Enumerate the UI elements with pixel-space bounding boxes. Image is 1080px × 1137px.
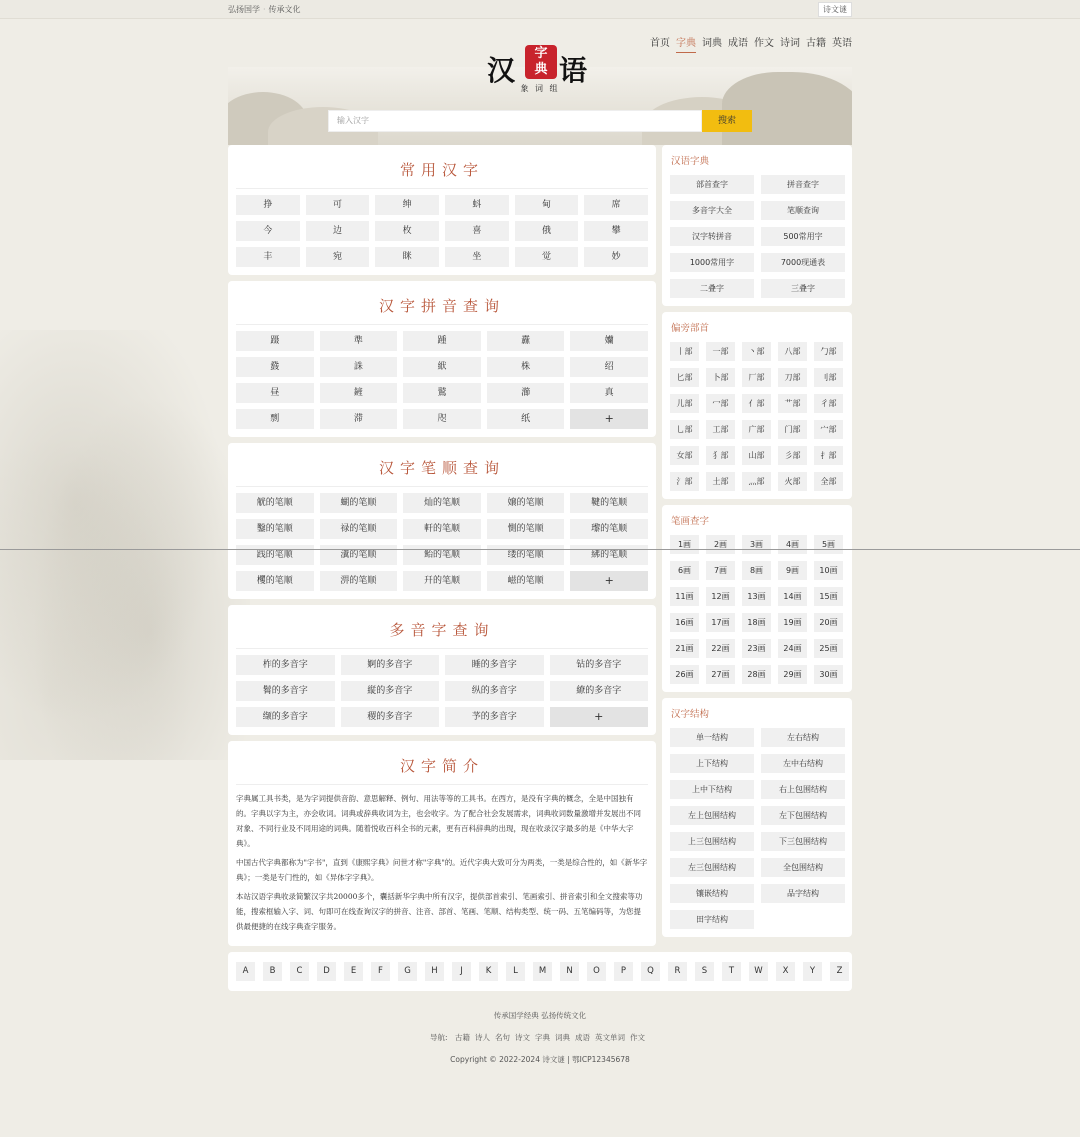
stroke-count-item[interactable]: 13画: [742, 587, 771, 606]
stroke-order-item[interactable]: 禄的笔顺: [320, 519, 398, 539]
intro-paragraph-3: 本站汉语字典收录简繁汉字共20000多个，囊括新华字典中所有汉字，提供部首索引、笔画索引、拼音索引和全文搜索等功能，搜索框输入字、词、句即可在线查询汉字的拼音、注音、部首、笔画、笔顺、结构类型、统一码、五笔编码等，为您提供最便捷的在线字典查字服务。: [236, 892, 643, 931]
alphabet-letter[interactable]: K: [479, 962, 498, 981]
stroke-count-item[interactable]: 29画: [778, 665, 807, 684]
structure-item[interactable]: 左中右结构: [761, 754, 845, 773]
top-slogan-b: 传承文化: [268, 5, 301, 14]
stroke-order-item[interactable]: 瀵的笔顺: [320, 545, 398, 565]
more-button[interactable]: +: [570, 571, 648, 591]
radical-item[interactable]: 儿部: [670, 394, 699, 413]
alphabet-letter[interactable]: Q: [641, 962, 660, 981]
polyphone-item[interactable]: 縦的多音字: [341, 681, 440, 701]
sidebar-strokes-title: 笔画查字: [671, 516, 710, 527]
nav-item[interactable]: 首页: [650, 38, 670, 49]
footer-copyright: Copyright © 2022-2024 诗文谜 | 鄂ICP12345678: [450, 1055, 630, 1064]
pinyin-item[interactable]: 昼: [236, 383, 314, 403]
polyphone-card: [228, 605, 656, 735]
nav-item[interactable]: 字典: [676, 34, 696, 53]
common-chars-title: 常用汉字: [236, 153, 648, 189]
stroke-count-item[interactable]: 27画: [706, 665, 735, 684]
char-item[interactable]: 俄: [515, 221, 579, 241]
footer-nav: [0, 1027, 1080, 1049]
pinyin-item[interactable]: 鼗: [236, 357, 314, 377]
char-item[interactable]: 挣: [236, 195, 300, 215]
stroke-order-item[interactable]: 瓈的笔顺: [570, 519, 648, 539]
radical-item[interactable]: 彳部: [814, 394, 843, 413]
stroke-order-item[interactable]: 鲐的笔顺: [403, 545, 481, 565]
stroke-count-item[interactable]: 25画: [814, 639, 843, 658]
footer-link[interactable]: 古籍: [454, 1033, 470, 1042]
radical-item[interactable]: 艹部: [778, 394, 807, 413]
radical-item[interactable]: 扌部: [814, 446, 843, 465]
stroke-count-item[interactable]: 14画: [778, 587, 807, 606]
pinyin-item[interactable]: 孏: [570, 331, 648, 351]
stroke-count-item[interactable]: 15画: [814, 587, 843, 606]
stroke-count-item[interactable]: 21画: [670, 639, 699, 658]
radical-item[interactable]: 丶部: [742, 342, 771, 361]
site-link-button[interactable]: 诗文谜: [818, 2, 852, 17]
stroke-order-item[interactable]: 嵫的笔顺: [487, 571, 565, 591]
char-item[interactable]: 喜: [445, 221, 509, 241]
radical-item[interactable]: 八部: [778, 342, 807, 361]
alphabet-letter[interactable]: B: [263, 962, 282, 981]
alphabet-letter[interactable]: P: [614, 962, 633, 981]
alphabet-letter[interactable]: D: [317, 962, 336, 981]
stroke-count-item[interactable]: 22画: [706, 639, 735, 658]
main-nav: [650, 34, 852, 53]
stroke-count-item[interactable]: 11画: [670, 587, 699, 606]
stroke-count-item[interactable]: 10画: [814, 561, 843, 580]
site-logo[interactable]: [485, 45, 595, 95]
stroke-order-grid: [236, 493, 648, 591]
right-sidebar: [662, 145, 852, 943]
pinyin-item[interactable]: 咫: [403, 409, 481, 429]
radical-item[interactable]: 土部: [706, 472, 735, 491]
char-item[interactable]: 妙: [584, 247, 648, 267]
divider-line: [0, 549, 1080, 550]
structure-item[interactable]: 上下结构: [670, 754, 754, 773]
footer-link[interactable]: 字典: [534, 1033, 550, 1042]
stroke-order-item[interactable]: 惻的笔顺: [487, 519, 565, 539]
radical-item[interactable]: 勹部: [814, 342, 843, 361]
alphabet-letter[interactable]: T: [722, 962, 741, 981]
logo-seal: [525, 45, 557, 79]
logo-seal-top: 字: [534, 46, 548, 61]
structure-item[interactable]: 镶嵌结构: [670, 884, 754, 903]
radical-item[interactable]: 匕部: [670, 368, 699, 387]
pinyin-item[interactable]: 誅: [320, 357, 398, 377]
alphabet-letter[interactable]: O: [587, 962, 606, 981]
common-chars-card: [228, 145, 656, 275]
stroke-count-item[interactable]: 1画: [670, 535, 699, 554]
char-item[interactable]: 宛: [306, 247, 370, 267]
polyphone-item[interactable]: 稷的多音字: [341, 707, 440, 727]
char-item[interactable]: 边: [306, 221, 370, 241]
char-item[interactable]: 绅: [375, 195, 439, 215]
sidebar-dictionary-title: 汉语字典: [671, 156, 710, 167]
stroke-count-item[interactable]: 17画: [706, 613, 735, 632]
sidebar-structure: [662, 698, 852, 937]
alphabet-letter[interactable]: N: [560, 962, 579, 981]
pinyin-item[interactable]: 鷲: [403, 383, 481, 403]
alphabet-letter[interactable]: R: [668, 962, 687, 981]
footer: [0, 1005, 1080, 1071]
stroke-order-item[interactable]: 軒的笔顺: [403, 519, 481, 539]
radical-item[interactable]: 卜部: [706, 368, 735, 387]
stroke-count-item[interactable]: 20画: [814, 613, 843, 632]
structure-item[interactable]: 下三包围结构: [761, 832, 845, 851]
stroke-order-item[interactable]: 鞬的笔顺: [570, 493, 648, 513]
pinyin-item[interactable]: 纛: [487, 331, 565, 351]
stroke-count-item[interactable]: 2画: [706, 535, 735, 554]
char-item[interactable]: 丰: [236, 247, 300, 267]
polyphone-item[interactable]: 柞的多音字: [236, 655, 335, 675]
char-item[interactable]: 今: [236, 221, 300, 241]
radical-item[interactable]: 火部: [778, 472, 807, 491]
char-item[interactable]: 坐: [445, 247, 509, 267]
sidebar-dictionary-item[interactable]: 二叠字: [670, 279, 754, 298]
header: [228, 19, 852, 145]
top-slogan: 弘扬国学 · 传承文化: [228, 5, 301, 14]
stroke-order-item[interactable]: 灿的笔顺: [403, 493, 481, 513]
alphabet-index: [228, 952, 852, 991]
sidebar-dictionary-item[interactable]: 部首查字: [670, 175, 754, 194]
alphabet-letter[interactable]: X: [776, 962, 795, 981]
common-chars-grid: [236, 195, 648, 267]
stroke-count-item[interactable]: 4画: [778, 535, 807, 554]
sidebar-radicals-grid: [670, 342, 844, 491]
polyphone-item[interactable]: 婀的多音字: [341, 655, 440, 675]
stroke-count-item[interactable]: 12画: [706, 587, 735, 606]
radical-item[interactable]: 刀部: [778, 368, 807, 387]
stroke-order-item[interactable]: 缕的笔顺: [487, 545, 565, 565]
sidebar-dictionary-grid: [670, 175, 844, 298]
radical-item[interactable]: 全部: [814, 472, 843, 491]
nav-item[interactable]: 古籍: [806, 38, 826, 49]
structure-item[interactable]: 品字结构: [761, 884, 845, 903]
sidebar-dictionary-item[interactable]: 多音字大全: [670, 201, 754, 220]
pinyin-item[interactable]: 鏟: [320, 383, 398, 403]
stroke-count-item[interactable]: 16画: [670, 613, 699, 632]
stroke-count-item[interactable]: 3画: [742, 535, 771, 554]
radical-item[interactable]: 氵部: [670, 472, 699, 491]
pinyin-item[interactable]: 踵: [403, 331, 481, 351]
sidebar-dictionary-item[interactable]: 三叠字: [761, 279, 845, 298]
structure-item[interactable]: 左上包围结构: [670, 806, 754, 825]
logo-char-3: 语: [559, 54, 588, 87]
footer-link[interactable]: 词典: [554, 1033, 570, 1042]
radical-item[interactable]: 一部: [706, 342, 735, 361]
search-input[interactable]: 输入汉字: [328, 110, 702, 132]
footer-link[interactable]: 英文单词: [594, 1033, 625, 1042]
search-button[interactable]: 搜索: [702, 110, 752, 132]
alphabet-letter[interactable]: Y: [803, 962, 822, 981]
pinyin-item[interactable]: 瀄: [487, 383, 565, 403]
polyphone-grid: [236, 655, 648, 727]
stroke-count-item[interactable]: 28画: [742, 665, 771, 684]
sidebar-structure-title: 汉字结构: [671, 709, 710, 720]
nav-item[interactable]: 诗词: [780, 38, 800, 49]
footer-link[interactable]: 诗人: [474, 1033, 490, 1042]
radical-item[interactable]: 广部: [742, 420, 771, 439]
more-button[interactable]: +: [550, 707, 649, 727]
stroke-count-item[interactable]: 30画: [814, 665, 843, 684]
more-button[interactable]: +: [570, 409, 648, 429]
polyphone-title: 多音字查询: [236, 613, 648, 649]
top-slogan-a: 弘扬国学: [228, 5, 260, 14]
sidebar-radicals: [662, 312, 852, 499]
radical-item[interactable]: 刂部: [814, 368, 843, 387]
radical-item[interactable]: 厂部: [742, 368, 771, 387]
alphabet-letter[interactable]: E: [344, 962, 363, 981]
radical-item[interactable]: 工部: [706, 420, 735, 439]
sidebar-dictionary-item[interactable]: 拼音查字: [761, 175, 845, 194]
stroke-order-item[interactable]: 践的笔顺: [236, 545, 314, 565]
stroke-count-item[interactable]: 19画: [778, 613, 807, 632]
polyphone-item[interactable]: 缬的多音字: [236, 707, 335, 727]
nav-item[interactable]: 英语: [832, 38, 852, 49]
polyphone-item[interactable]: 钻的多音字: [550, 655, 649, 675]
structure-item[interactable]: 右上包围结构: [761, 780, 845, 799]
radical-item[interactable]: 门部: [778, 420, 807, 439]
background-landscape-painting: [0, 330, 250, 760]
stroke-count-item[interactable]: 23画: [742, 639, 771, 658]
icp-link[interactable]: 鄂ICP12345678: [572, 1055, 630, 1064]
radical-item[interactable]: 犭部: [706, 446, 735, 465]
sidebar-dictionary-item[interactable]: 笔顺查询: [761, 201, 845, 220]
alphabet-letter[interactable]: W: [749, 962, 768, 981]
pinyin-title: 汉字拼音查询: [236, 289, 648, 325]
char-item[interactable]: 枚: [375, 221, 439, 241]
sidebar-dictionary-item[interactable]: 7000现通表: [761, 253, 845, 272]
stroke-order-card: [228, 443, 656, 599]
footer-link[interactable]: 名句: [494, 1033, 510, 1042]
stroke-count-item[interactable]: 7画: [706, 561, 735, 580]
alphabet-letter[interactable]: C: [290, 962, 309, 981]
alphabet-letter[interactable]: J: [452, 962, 471, 981]
pinyin-item[interactable]: 株: [487, 357, 565, 377]
radical-item[interactable]: 冖部: [706, 394, 735, 413]
sidebar-dictionary: [662, 145, 852, 306]
stroke-count-item[interactable]: 26画: [670, 665, 699, 684]
footer-nav-label: 导航:: [430, 1033, 448, 1042]
structure-item[interactable]: 单一结构: [670, 728, 754, 747]
char-item[interactable]: 觉: [515, 247, 579, 267]
structure-item[interactable]: 左三包围结构: [670, 858, 754, 877]
sidebar-strokes-grid: [670, 535, 844, 684]
logo-subtitle: 象 词 组: [520, 84, 560, 93]
alphabet-letter[interactable]: A: [236, 962, 255, 981]
alphabet-letter[interactable]: Z: [830, 962, 849, 981]
alphabet-letter[interactable]: M: [533, 962, 552, 981]
nav-item[interactable]: 词典: [702, 38, 722, 49]
char-item[interactable]: 甸: [515, 195, 579, 215]
stroke-order-item[interactable]: 淠的笔顺: [320, 571, 398, 591]
polyphone-item[interactable]: 纵的多音字: [445, 681, 544, 701]
stroke-count-item[interactable]: 18画: [742, 613, 771, 632]
structure-item[interactable]: 上三包围结构: [670, 832, 754, 851]
stroke-order-item[interactable]: 幵的笔顺: [403, 571, 481, 591]
sidebar-dictionary-item[interactable]: 1000常用字: [670, 253, 754, 272]
stroke-order-item[interactable]: 蝴的笔顺: [320, 493, 398, 513]
radical-item[interactable]: 宀部: [814, 420, 843, 439]
char-item[interactable]: 可: [306, 195, 370, 215]
stroke-count-item[interactable]: 9画: [778, 561, 807, 580]
pinyin-item[interactable]: 滞: [320, 409, 398, 429]
pinyin-grid: [236, 331, 648, 429]
intro-paragraph-1: 字典属工具书类，是为字词提供音韵、意思解释、例句、用法等等的工具书。在西方，是没有字典的概念，全是中国独有的。字典以字为主，亦会收词。词典或辞典收词为主，也会收字。为了配合社会发展需求，词典收词数量激增并发展出不同对象、不同行业及不同用途的词典。随着悦收百科全书的元素，更有百科辞典的出现，现在收录汉字最多的是《中华大字典》。: [236, 794, 641, 848]
stroke-order-item[interactable]: 嬢的笔顺: [487, 493, 565, 513]
alphabet-letter[interactable]: L: [506, 962, 525, 981]
intro-title: 汉字简介: [236, 749, 648, 785]
structure-item[interactable]: 上中下结构: [670, 780, 754, 799]
intro-card: [228, 741, 656, 946]
polyphone-item[interactable]: 繚的多音字: [550, 681, 649, 701]
stroke-order-item[interactable]: 鑿的笔顺: [236, 519, 314, 539]
sidebar-structure-grid: [670, 728, 844, 929]
copyright-text: Copyright © 2022-2024 诗文谜: [450, 1055, 565, 1064]
structure-item[interactable]: 左下包围结构: [761, 806, 845, 825]
footer-link[interactable]: 成语: [574, 1033, 590, 1042]
structure-item[interactable]: 田字结构: [670, 910, 754, 929]
top-bar: [0, 0, 1080, 19]
logo-seal-bottom: 典: [534, 62, 548, 77]
radical-item[interactable]: 山部: [742, 446, 771, 465]
char-item[interactable]: 席: [584, 195, 648, 215]
pinyin-item[interactable]: 準: [320, 331, 398, 351]
structure-item[interactable]: 全包围结构: [761, 858, 845, 877]
char-item[interactable]: 攀: [584, 221, 648, 241]
footer-link[interactable]: 作文: [629, 1033, 645, 1042]
stroke-order-item[interactable]: 觥的笔顺: [236, 493, 314, 513]
polyphone-item[interactable]: 鬌的多音字: [236, 681, 335, 701]
pinyin-item[interactable]: 纸: [487, 409, 565, 429]
radical-item[interactable]: 灬部: [742, 472, 771, 491]
char-item[interactable]: 眯: [375, 247, 439, 267]
sidebar-dictionary-item[interactable]: 汉字转拼音: [670, 227, 754, 246]
pinyin-item[interactable]: 蹑: [236, 331, 314, 351]
radical-item[interactable]: 乚部: [670, 420, 699, 439]
alphabet-letter[interactable]: S: [695, 962, 714, 981]
radical-item[interactable]: 女部: [670, 446, 699, 465]
pinyin-item[interactable]: 剽: [236, 409, 314, 429]
nav-item[interactable]: 作文: [754, 38, 774, 49]
nav-item[interactable]: 成语: [728, 38, 748, 49]
sidebar-dictionary-item[interactable]: 500常用字: [761, 227, 845, 246]
intro-paragraph-2: 中国古代字典都称为"字书"，直到《康熙字典》问世才称"字典"的。近代字典大致可分为两类，一类是综合性的，如《新华字典》；一类是专门性的，如《异体字字典》。: [236, 858, 648, 882]
footer-link[interactable]: 诗文: [514, 1033, 530, 1042]
pinyin-item[interactable]: 绍: [570, 357, 648, 377]
pinyin-item[interactable]: 絥: [403, 357, 481, 377]
stroke-order-title: 汉字笔顺查询: [236, 451, 648, 487]
pinyin-item[interactable]: 真: [570, 383, 648, 403]
search-bar: [328, 110, 752, 132]
stroke-count-item[interactable]: 6画: [670, 561, 699, 580]
radical-item[interactable]: 彡部: [778, 446, 807, 465]
footer-slogan: 传承国学经典 弘扬传统文化: [493, 1011, 587, 1020]
sidebar-radicals-title: 偏旁部首: [671, 323, 710, 334]
alphabet-letter[interactable]: F: [371, 962, 390, 981]
radical-item[interactable]: 亻部: [742, 394, 771, 413]
sidebar-strokes: [662, 505, 852, 692]
logo-char-1: 汉: [487, 54, 516, 87]
alphabet-letter[interactable]: H: [425, 962, 444, 981]
stroke-order-item[interactable]: 欔的笔顺: [236, 571, 314, 591]
pinyin-card: [228, 281, 656, 437]
stroke-count-item[interactable]: 8画: [742, 561, 771, 580]
structure-item[interactable]: 左右结构: [761, 728, 845, 747]
radical-item[interactable]: 丨部: [670, 342, 699, 361]
stroke-count-item[interactable]: 24画: [778, 639, 807, 658]
polyphone-item[interactable]: 芧的多音字: [445, 707, 544, 727]
stroke-count-item[interactable]: 5画: [814, 535, 843, 554]
alphabet-letter[interactable]: G: [398, 962, 417, 981]
char-item[interactable]: 蚪: [445, 195, 509, 215]
polyphone-item[interactable]: 睡的多音字: [445, 655, 544, 675]
stroke-order-item[interactable]: 紼的笔顺: [570, 545, 648, 565]
